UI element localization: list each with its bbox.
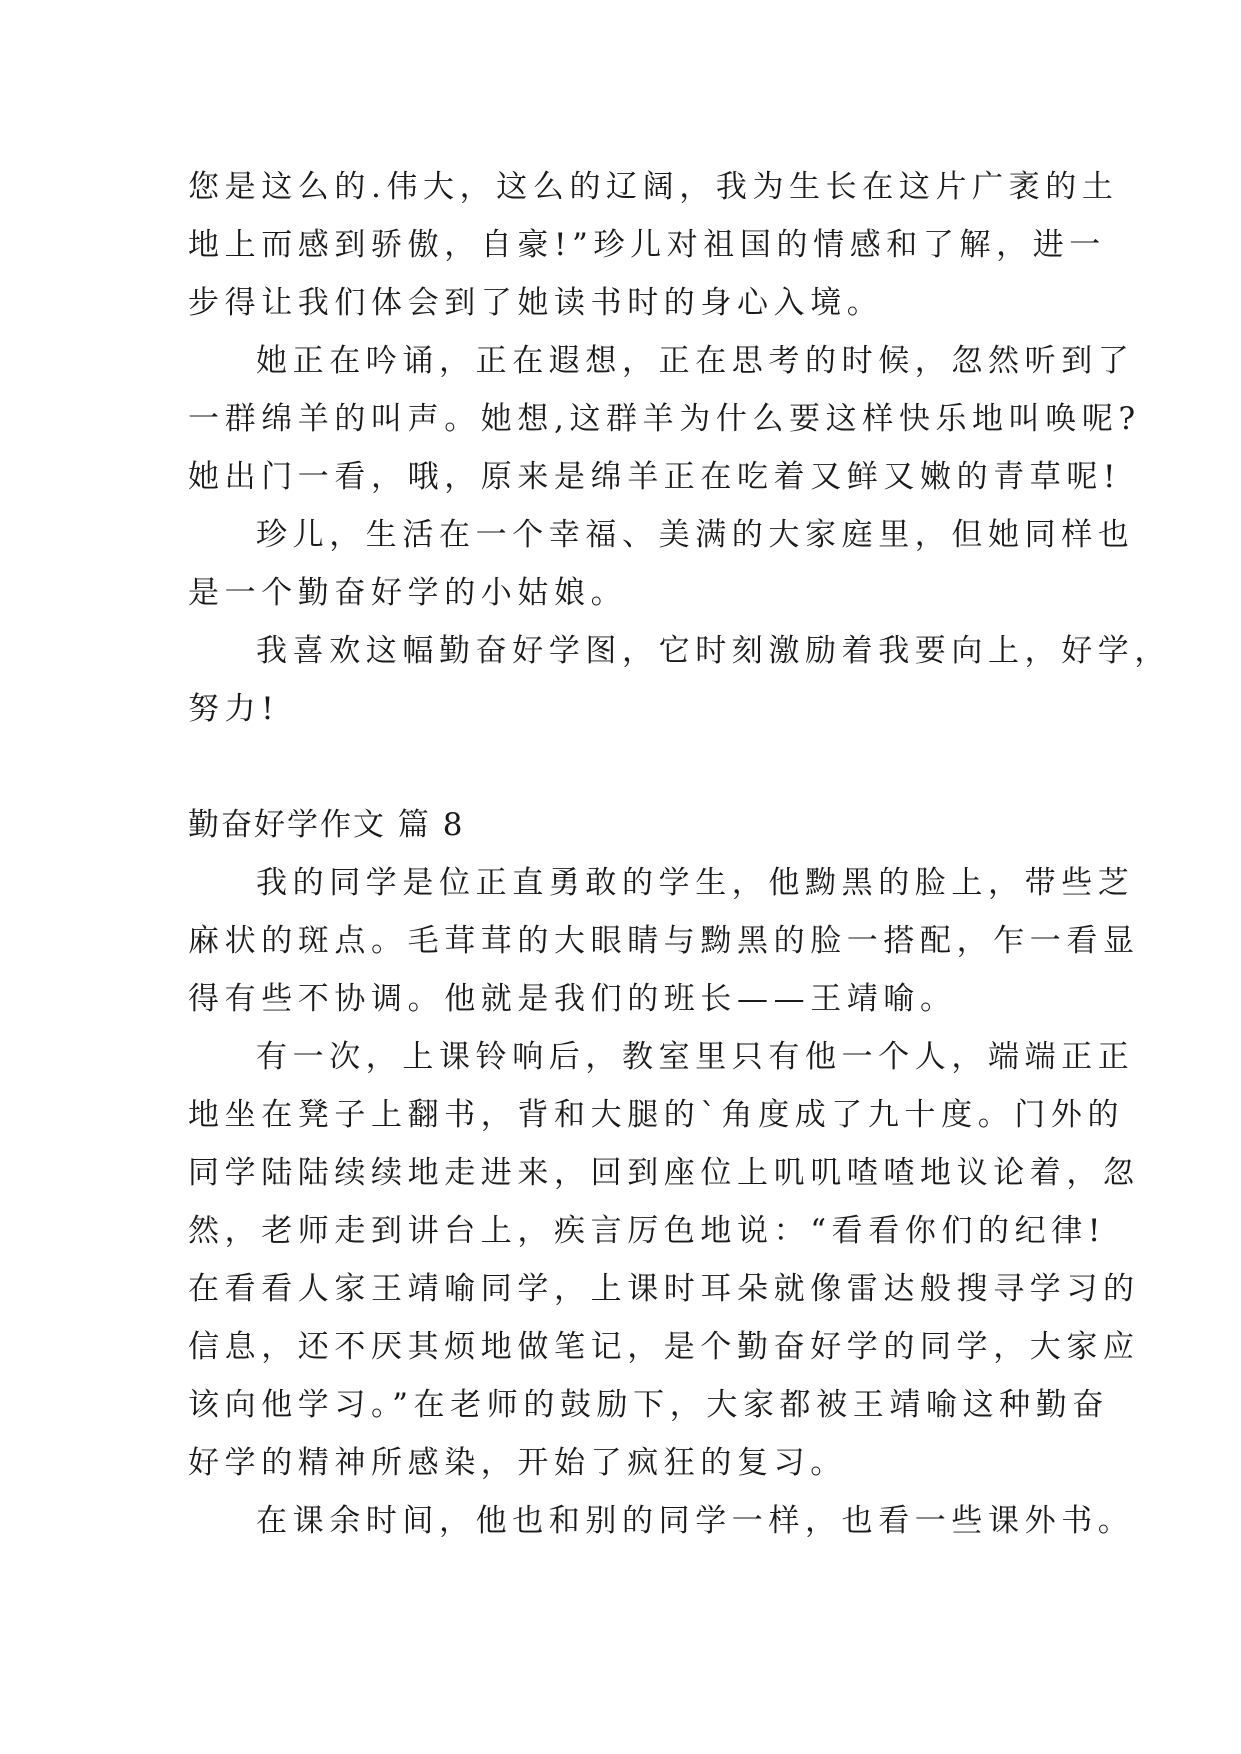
text-line: 步得让我们体会到了她读书时的身心入境。 bbox=[188, 285, 884, 321]
text-line: 得有些不协调。他就是我们的班长——王靖喻。 bbox=[188, 981, 957, 1017]
text-line: 然，老师走到讲台上，疾言厉色地说：“看看你们的纪律! bbox=[188, 1213, 1106, 1249]
text-line: 麻状的斑点。毛茸茸的大眼睛与黝黑的脸一搭配，乍一看显 bbox=[188, 923, 1140, 959]
paragraph bbox=[188, 332, 1141, 506]
text-line: 珍儿，生活在一个幸福、美满的大家庭里，但她同样也 bbox=[256, 517, 1135, 553]
text-line: 一群绵羊的叫声。她想,这群羊为什么要这样快乐地叫唤呢? bbox=[188, 401, 1141, 437]
text-line: 她出门一看，哦，原来是绵羊正在吃着又鲜又嫩的青草呢! bbox=[188, 459, 1122, 495]
text-line: 该向他学习。”在老师的鼓励下，大家都被王靖喻这种勤奋 bbox=[188, 1387, 1109, 1423]
text-line: 是一个勤奋好学的小姑娘。 bbox=[188, 575, 628, 611]
text-line: 有一次，上课铃响后，教室里只有他一个人，端端正正 bbox=[256, 1039, 1135, 1075]
document-page bbox=[188, 158, 1171, 1550]
text-line: 地坐在凳子上翻书，背和大腿的`角度成了九十度。门外的 bbox=[188, 1097, 1125, 1133]
text-line: 我喜欢这幅勤奋好学图，它时刻激励着我要向上，好学， bbox=[256, 633, 1171, 669]
paragraph bbox=[188, 158, 1119, 332]
paragraph bbox=[188, 506, 1135, 622]
text-line: 她正在吟诵，正在遐想，正在思考的时候，忽然听到了 bbox=[256, 343, 1135, 379]
paragraph bbox=[188, 854, 1140, 1028]
text-line: 您是这么的.伟大，这么的辽阔，我为生长在这片广袤的土 bbox=[188, 169, 1119, 205]
section-spacer bbox=[188, 738, 1068, 796]
text-line: 在看看人家王靖喻同学，上课时耳朵就像雷达般搜寻学习的 bbox=[188, 1271, 1140, 1307]
text-line: 地上而感到骄傲，自豪!”珍儿对祖国的情感和了解，进一 bbox=[188, 227, 1106, 263]
text-line: 我的同学是位正直勇敢的学生，他黝黑的脸上，带些芝 bbox=[256, 865, 1135, 901]
paragraph bbox=[188, 1028, 1140, 1492]
text-line: 信息，还不厌其烦地做笔记，是个勤奋好学的同学，大家应 bbox=[188, 1329, 1140, 1365]
section-heading: 勤奋好学作文 篇 8 bbox=[188, 807, 465, 843]
text-line: 同学陆陆续续地走进来，回到座位上叽叽喳喳地议论着，忽 bbox=[188, 1155, 1140, 1191]
text-line: 好学的精神所感染，开始了疯狂的复习。 bbox=[188, 1445, 847, 1481]
paragraph bbox=[188, 622, 1171, 738]
text-line: 努力! bbox=[188, 691, 280, 727]
paragraph bbox=[188, 1492, 1135, 1550]
text-line: 在课余时间，他也和别的同学一样，也看一些课外书。 bbox=[256, 1503, 1135, 1539]
